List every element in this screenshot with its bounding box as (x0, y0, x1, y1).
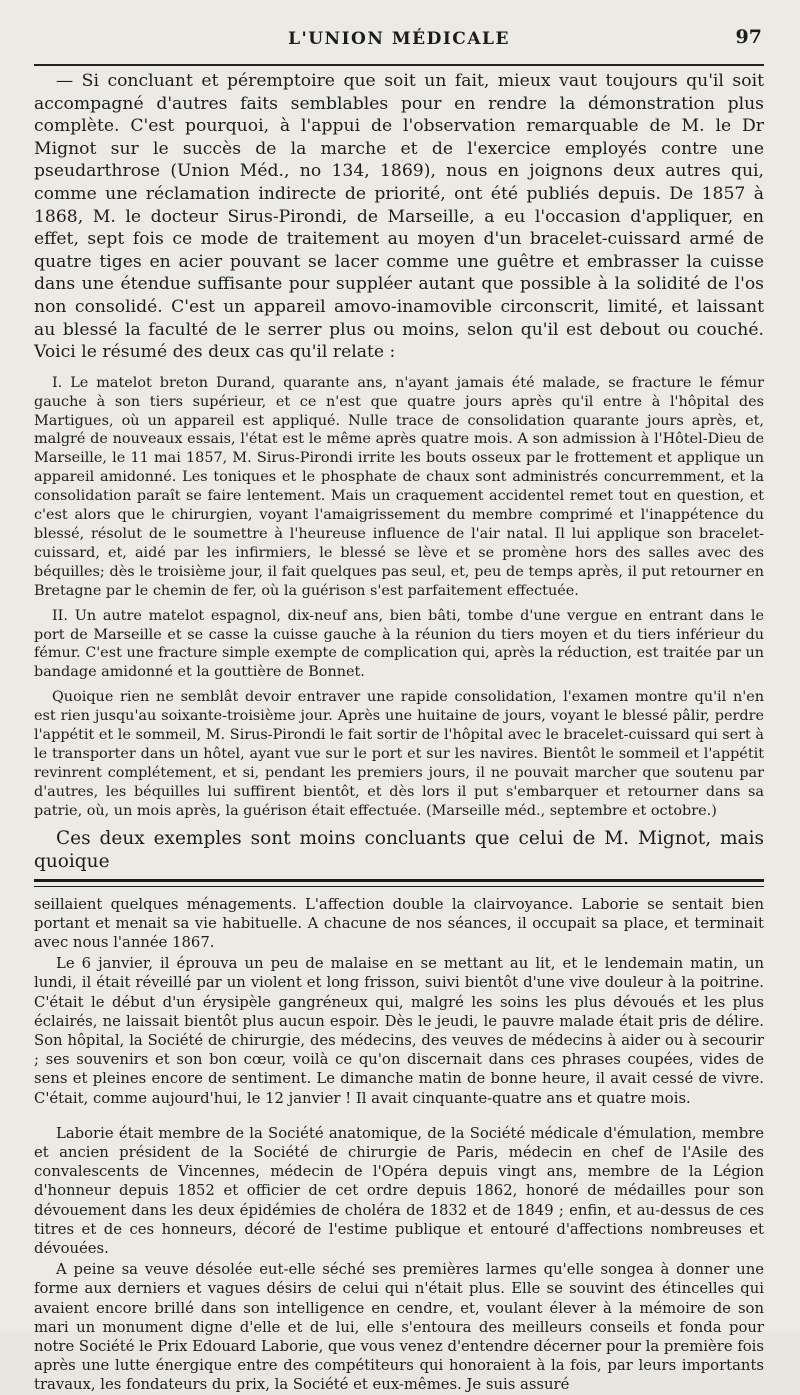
lower-paragraph: A peine sa veuve désolée eut-elle séché ses premières larmes qu'elle songea à donner une forme aux derniers et vagues désirs de celui qui n'était plus. Elle se souvint des étincelles qui avaient encore brillé dans son intelligence en cendre, et, voulant élever à la mémoire de son mari un monument digne d'elle et de lui, elle s'entoura des meilleurs conseils et fonda pour notre Société le Prix Edouard Laborie, que vous venez d'entendre décerner pour la première fois après une lutte énergique entre des compétiteurs qui honoraient à la fois, par leurs importants travaux, les fondateurs du prix, la Société et eux-mêmes. Je suis assuré (34, 1261, 764, 1394)
case-number: I. (52, 374, 63, 391)
page-header (34, 22, 764, 56)
intro-paragraph: — Si concluant et péremptoire que soit un fait, mieux vaut toujours qu'il soit accompagné d'autres faits semblables pour en rendre la démonstration plus complète. C'est pourquoi, à l'appui de l'observation remarquable de M. le Dr Mignot sur le succès de la marche et de l'exercice employés contre une pseudarthrose (Union Méd., no 134, 1869), nous en joignons deux autres qui, comme une réclamation indirecte de priorité, ont été publiés depuis. De 1857 à 1868, M. le docteur Sirus-Pirondi, de Marseille, a eu l'occasion d'appliquer, en effet, sept fois ce mode de traitement au moyen d'un bracelet-cuissard armé de quatre tiges en acier pouvant se lacer comme une guêtre et embrasser la cuisse dans une étendue suffisante pour suppléer autant que possible à la solidité de l'os non consolidé. C'est un appareil amovo-inamovible circonscrit, limité, et laissant au blessé la faculté de le serrer plus ou moins, selon qu'il est debout ou couché. Voici le résumé des deux cas qu'il relate : (34, 71, 764, 363)
lower-section (34, 895, 764, 1395)
case-text: Un autre matelot espagnol, dix-neuf ans, bien bâti, tombe d'une vergue en entrant dans le port de Marseille et se casse la cuisse gauche à la réunion du tiers moyen et du tiers inférieur du fémur. C'est une fracture simple exempte de complication qui, après la réduction, est traitée par un bandage amidonné et la gouttière de Bonnet. (34, 607, 764, 681)
paragraph-gap (34, 1110, 764, 1124)
case-text: Quoique rien ne semblât devoir entraver une rapide consolidation, l'examen montre qu'il n'en est rien jusqu'au soixante-troisième jour. Après une huitaine de jours, voyant le blessé pâlir, perdre l'appétit et le sommeil, M. Sirus-Pirondi le fait sortir de l'hôpital avec le bracelet-cuissard qui sert à le transporter dans un hôtel, ayant vue sur le port et sur les navires. Bientôt le sommeil et l'appétit revinrent complétement, et si, pendant les premiers jours, il ne pouvait marcher que soutenu par d'autres, les béquilles lui suffirent bientôt, et dès lors il put s'embarquer et retourner dans sa patrie, où, un mois après, la guérison était effectuée. (Marseille méd., septembre et octobre.) (34, 689, 764, 819)
cases-section (34, 374, 764, 821)
lower-paragraph: seillaient quelques ménagements. L'affection double la clairvoyance. Laborie se sentait bien portant et menait sa vie habituelle. A chacune de nos séances, il occupait sa place, et terminait avec nous l'année 1867. (34, 895, 764, 951)
header-rule (34, 64, 764, 66)
case-paragraph (34, 607, 764, 683)
closing-line: Ces deux exemples sont moins concluants que celui de M. Mignot, mais quoique (34, 827, 764, 872)
case-number: II. (52, 607, 68, 624)
intro-section (34, 70, 764, 364)
page-number: 97 (735, 26, 762, 48)
journal-title: L'UNION MÉDICALE (288, 29, 510, 49)
case-text: Le matelot breton Durand, quarante ans, n'ayant jamais été malade, se fracture le fémur gauche à son tiers supérieur, et ce n'est que quatre jours après qu'il entre à l'hôpital des Martigues, où un appareil est appliqué. Nulle trace de consolidation quarante jours après, et, malgré de nouveaux essais, l'état est le même après quatre mois. A son admission à l'Hôtel-Dieu de Marseille, le 11 mai 1857, M. Sirus-Pirondi irrite les bouts osseux par le frottement et applique un appareil amidonné. Les toniques et le phosphate de chaux sont administrés concurremment, et la consolidation paraît se faire lentement. Mais un craquement accidentel remet tout en question, et c'est alors que le chirurgien, voyant l'amaigrissement du membre comprimé et l'inappétence du blessé, résolut de le soumettre à l'heureuse influence de l'air natal. Il lui applique son bracelet-cuissard, et, aidé par les infirmiers, le blessé se lève et se promène hors des salles avec des béquilles; dès le troisième jour, il fait quelques pas seul, et, peu de temps après, il put retourner en Bretagne par le chemin de fer, où la guérison s'est parfaitement effectuée. (34, 374, 764, 599)
section-divider (34, 879, 764, 887)
case-paragraph (34, 374, 764, 601)
lower-paragraph: Laborie était membre de la Société anatomique, de la Société médicale d'émulation, membre et ancien président de la Société de chirurgie de Paris, médecin en chef de l'Asile des convalescents de Vincennes, médecin de l'Opéra depuis vingt ans, membre de la Légion d'honneur depuis 1852 et officier de cet ordre depuis 1862, honoré de médailles pour son dévouement dans les deux épidémies de choléra de 1832 et de 1849 ; enfin, et au-dessus de ces titres et de ces honneurs, décoré de l'estime publique et entouré d'affections nombreuses et dévouées. (34, 1124, 764, 1258)
case-paragraph (34, 688, 764, 820)
lower-paragraph: Le 6 janvier, il éprouva un peu de malaise en se mettant au lit, et le lendemain matin, un lundi, il était réveillé par un violent et long frisson, suivi bientôt d'une vive douleur à la poitrine. C'était le début d'un érysipèle gangréneux qui, malgré les soins les plus dévoués et les plus éclairés, ne laissait bientôt plus aucun espoir. Dès le jeudi, le pauvre malade était pris de délire. Son hôpital, la Société de chirurgie, des médecins, des veuves de médecins à aider ou à secourir ; ses souvenirs et son bon cœur, voilà ce qu'on discernait dans ces phrases coupées, vides de sens et pleines encore de sentiment. Le dimanche matin de bonne heure, il avait cessé de vivre. C'était, comme aujourd'hui, le 12 janvier ! Il avait cinquante-quatre ans et quatre mois. (34, 955, 764, 1107)
